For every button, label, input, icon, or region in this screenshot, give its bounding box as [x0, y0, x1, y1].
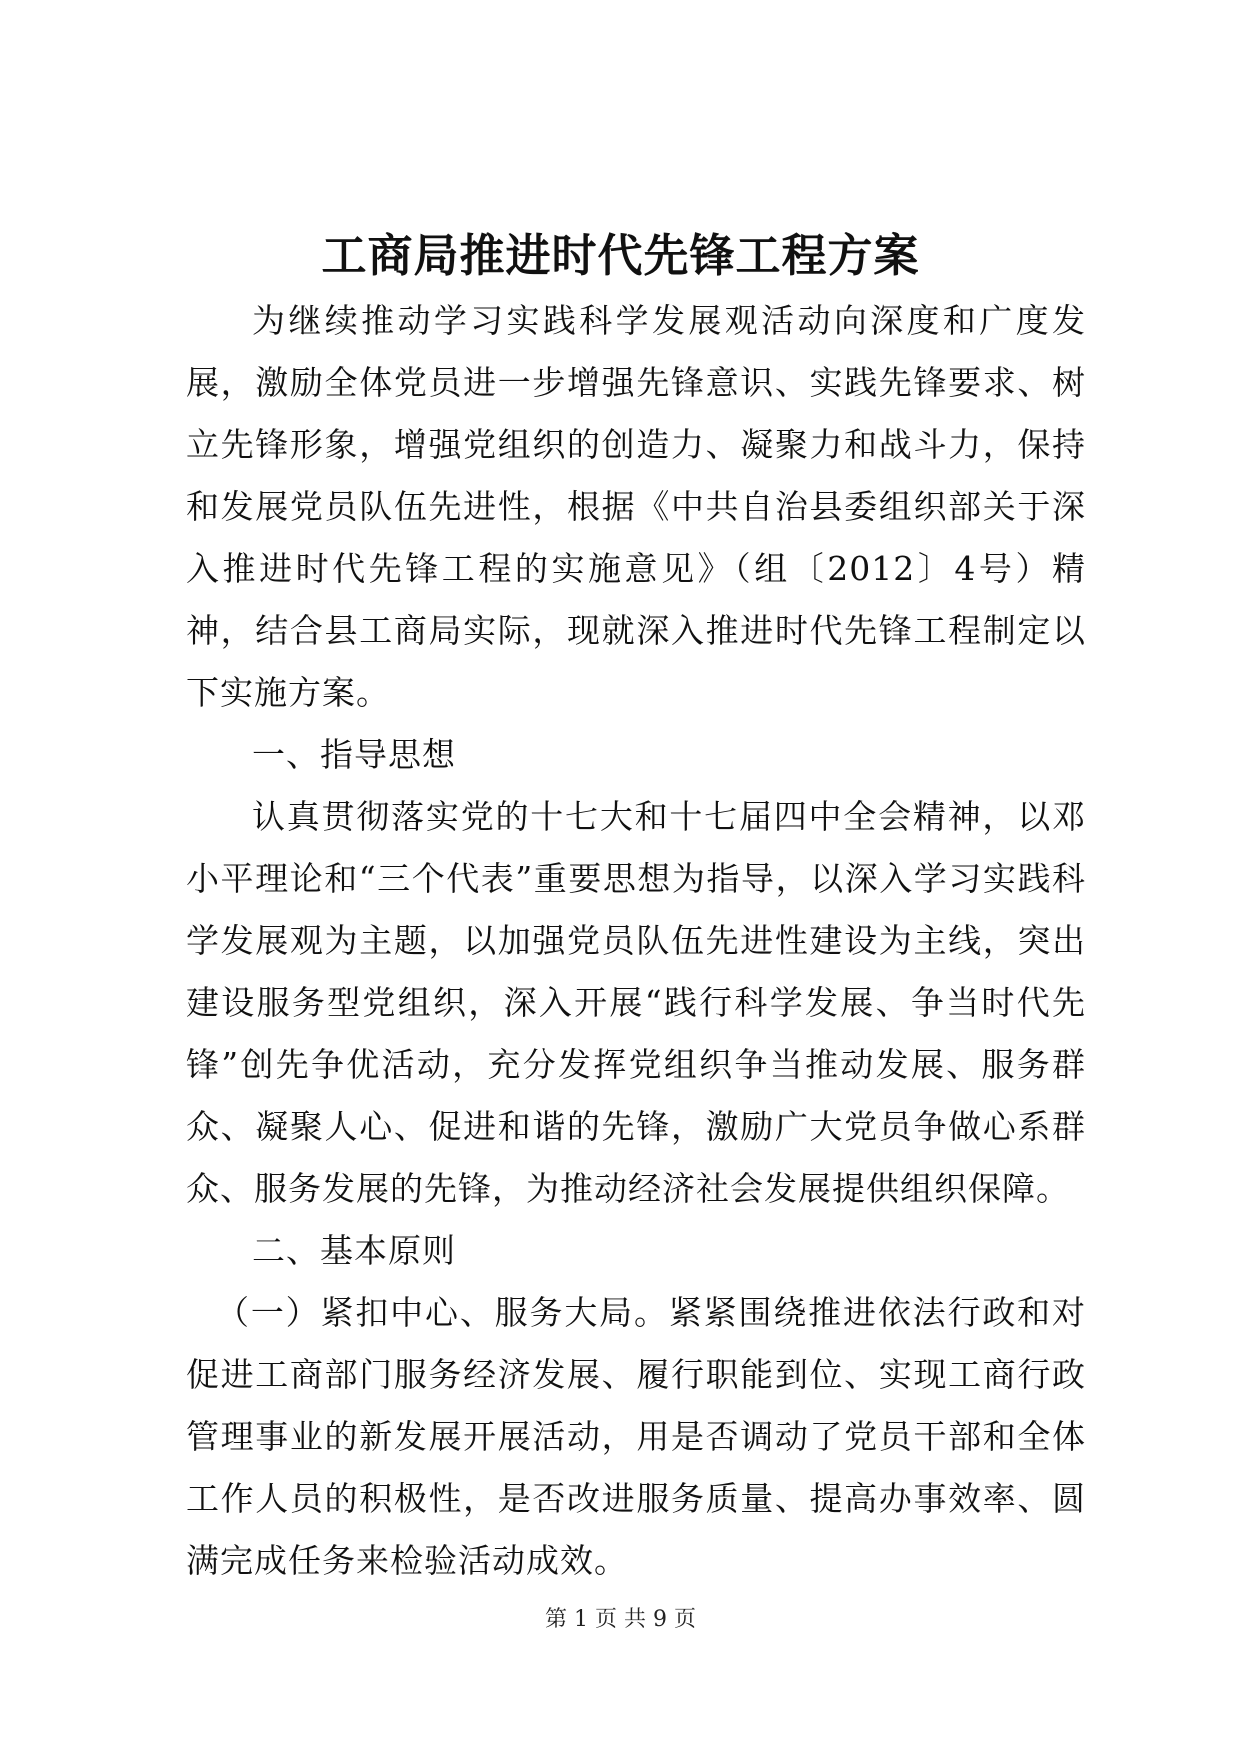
document-body — [186, 290, 1086, 1592]
guiding-ideology-paragraph: 认真贯彻落实党的十七大和十七届四中全会精神，以邓小平理论和“三个代表”重要思想为指导，以深入学习实践科学发展观为主题，以加强党员队伍先进性建设为主线，突出建设服务型党组织，深入开展“践行科学发展、争当时代先锋”创先争优活动，充分发挥党组织争当推动发展、服务群众、凝聚人心、促进和谐的先锋，激励广大党员争做心系群众、服务发展的先锋，为推动经济社会发展提供组织保障。 — [186, 797, 1086, 1208]
intro-paragraph: 为继续推动学习实践科学发展观活动向深度和广度发展，激励全体党员进一步增强先锋意识、实践先锋要求、树立先锋形象，增强党组织的创造力、凝聚力和战斗力，保持和发展党员队伍先进性，根据《中共自治县委组织部关于深入推进时代先锋工程的实施意见》（组〔2012〕4号）精神，结合县工商局实际，现就深入推进时代先锋工程制定以下实施方案。 — [186, 301, 1086, 712]
document-title: 工商局推进时代先锋工程方案 — [321, 229, 920, 282]
page-footer: 第 1 页 共 9 页 — [545, 1607, 696, 1632]
principle-one-paragraph: （一）紧扣中心、服务大局。紧紧围绕推进依法行政和对促进工商部门服务经济发展、履行职能到位、实现工商行政管理事业的新发展开展活动，用是否调动了党员干部和全体工作人员的积极性，是否改进服务质量、提高办事效率、圆满完成任务来检验活动成效。 — [186, 1293, 1086, 1580]
section-heading-guiding-ideology: 一、指导思想 — [252, 735, 456, 774]
section-heading-basic-principles: 二、基本原则 — [252, 1231, 456, 1270]
